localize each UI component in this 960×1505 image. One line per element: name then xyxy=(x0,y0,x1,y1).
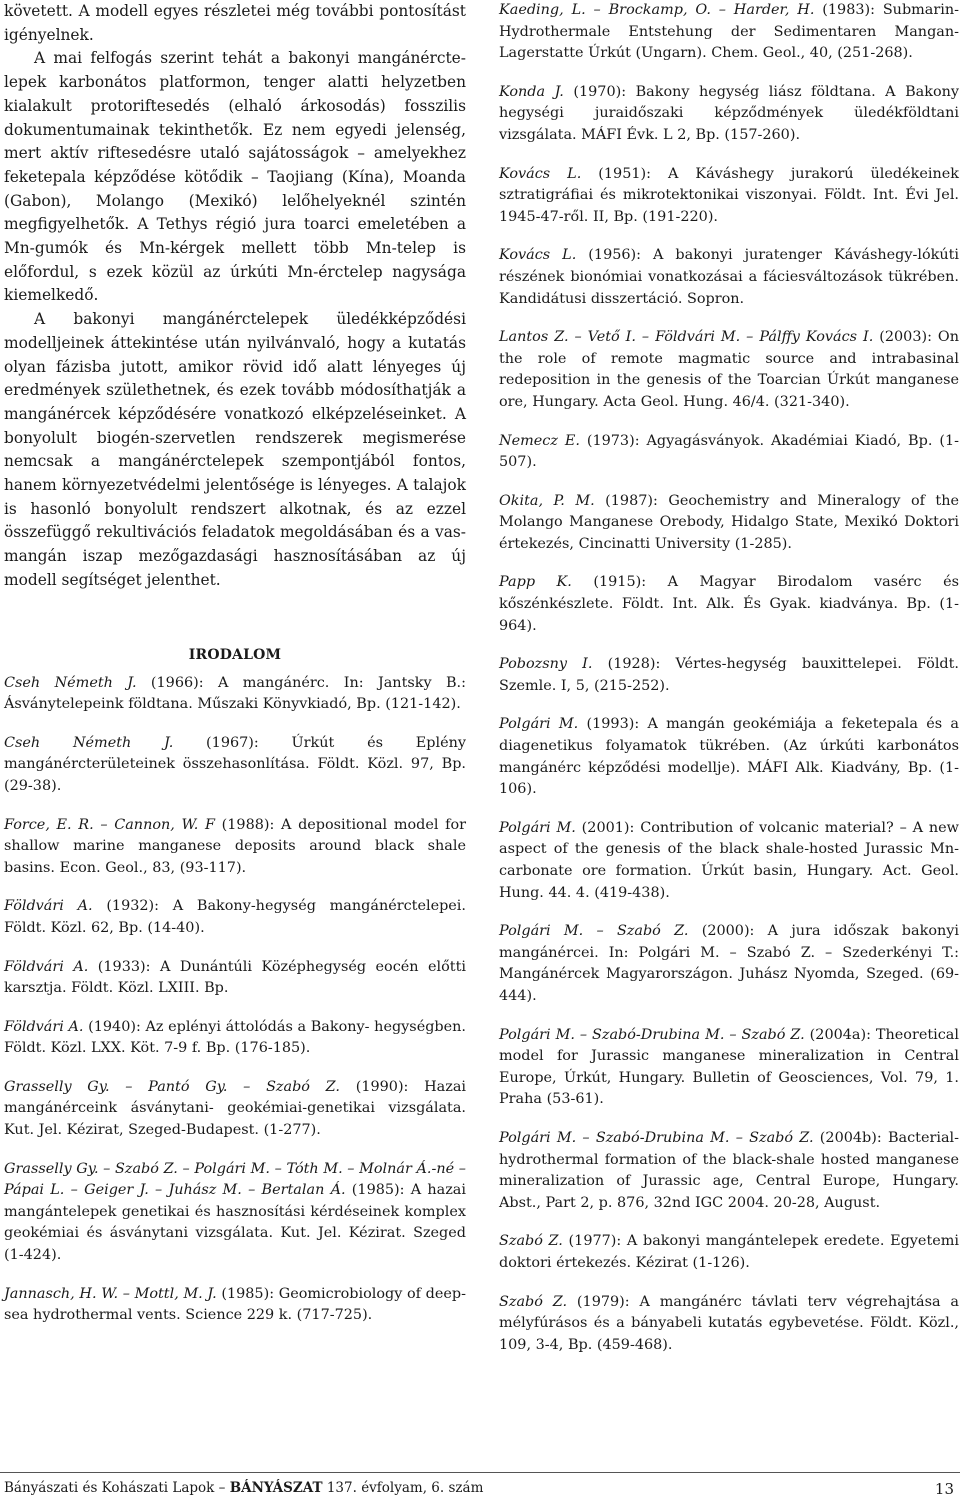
reference-text: (2003): On the role of remote magmatic source and intrabasinal redeposition in the genesis of the Toarcian Úrkút manganese ore, Hungary. Acta Geol. Hung. 46/4. (321-340). xyxy=(499,329,959,410)
reference-authors: Kovács L. xyxy=(499,165,582,182)
reference-item xyxy=(499,82,959,147)
reference-text: (1985): A hazai mangántelepek genetikai és hasznosítási kérdéseinek komplex geokémiai és ásványtani vizsgálata. Kut. Jel. Kézirat. Szeged (1-424). xyxy=(4,1182,466,1264)
reference-item xyxy=(499,431,959,474)
reference-item xyxy=(499,1025,959,1111)
reference-text: (2001): Contribution of volcanic material? – A new aspect of the genesis of the black shale-hosted Jurassic Mn-carbonate ore formation. Úrkút basin, Hungary. Act. Geol. Hung. 44. 4. (419-438). xyxy=(499,819,959,901)
reference-authors: Polgári M. – Szabó-Drubina M. – Szabó Z. xyxy=(499,1026,805,1043)
reference-text: (1915): A Magyar Birodalom vasérc és kőszénkészlete. Földt. Int. Alk. És Gyak. kiadványa. Bp. (1-964). xyxy=(499,574,959,634)
reference-authors: Konda J. xyxy=(499,83,564,100)
reference-authors: Okita, P. M. xyxy=(499,492,595,509)
reference-text: (1993): A mangán geokémiája a feketepala és a diagenetikus folyamatok tükrében. (Az úrkúti karbonátos mangánérc képződési modellje). MÁFI Alk. Kiadvány, Bp. (1-106). xyxy=(499,716,959,798)
reference-text: (1951): A Káváshegy jurakorú üledékeinek sztratigráfiai és mikrotektonikai viszonyai. Földt. Int. Évi Jel. 1945-47-ről. II, Bp. (191-220). xyxy=(499,165,959,225)
reference-authors: Force, E. R. – Cannon, W. F xyxy=(4,816,215,833)
reference-item xyxy=(499,327,959,413)
reference-item xyxy=(499,0,959,65)
reference-text: (1979): A mangánérc távlati terv végrehajtása a mélyfúrásos és a bányabeli kutatás egybevetése. Földt. Közl., 109, 3-4, Bp. (459-468). xyxy=(499,1293,959,1353)
reference-item xyxy=(4,733,466,798)
reference-text: (1988): A depositional model for shallow marine manganese deposits around black shale basins. Econ. Geol., 83, (93-117). xyxy=(4,816,466,876)
reference-authors: Cseh Németh J. xyxy=(4,734,174,751)
reference-item xyxy=(4,896,466,939)
reference-item xyxy=(499,572,959,637)
reference-text: (1990): Hazai mangánérceink ásványtani- geokémiai-genetikai vizsgálata. Kut. Jel. Kézirat, Szeged-Budapest. (1-277). xyxy=(4,1078,466,1139)
reference-item xyxy=(4,1159,466,1267)
reference-authors: Jannasch, H. W. – Mottl, M. J. xyxy=(4,1285,217,1302)
reference-item xyxy=(499,1292,959,1357)
reference-text: (1987): Geochemistry and Mineralogy of the Molango Manganese Orebody, Hidalgo State, Mexikó Doktori értekezés, Cincinatti University (1-285). xyxy=(499,492,959,552)
body-paragraph: A mai felfogás szerint tehát a bakonyi mangánérctelepek karbonátos platformon, tenger alatti helyzetben kialakult protoriftesedés (elhaló árkosodás) fosszilis dokumentumainak tekinthetők. Ez nem egyedi jelenség, mert aktív riftesedésre utaló sajátosságok – amelyekhez feketepala képződése kötődik – Taojiang (Kína), Moanda (Gabon), Molango (Mexikó) lelőhelyeknél szintén megfigyelhetők. A Tethys régió jura toarci emeletében a Mn-gumók és Mn-kérgek mellett több Mn-telep is előfordul, s ezek közül az úrkúti Mn-érctelep nagysága kiemelkedő. xyxy=(4,49,466,305)
reference-item xyxy=(499,245,959,310)
reference-text: (2000): A jura időszak bakonyi mangánércei. In: Polgári M. – Szabó Z. – Szederkényi T.: Mangánércek Magyarországon. Juhász Nyomda, Szeged. (69-444). xyxy=(499,923,959,1004)
body-paragraph: A bakonyi mangánérctelepek üledékképződési modelljeinek áttekintése után nyilvánvaló, hogy a kutatás olyan fázisba jutott, amikor rövid idő alatt lényeges új eredmények születhetnek, és ezek tovább módosíthatják a mangánércek képződésére vonatkozó elképzeléseinket. A bonyolult biogén-szervetlen rendszerek megismerése nemcsak a mangánérctelepek szempontjából fontos, hanem környezetvédelmi jelentősége is lényeges. A talajok is hasonló bonyolult rendszert alkotnak, és az ezzel összefüggő rekultivációs feladatok megoldásában és a vas-mangán iszap mezőgazdasági hasznosításában az új modell segítséget jelenthet. xyxy=(4,310,466,589)
reference-authors: Pobozsny I. xyxy=(499,656,593,673)
reference-text: (1933): A Dunántúli Középhegység eocén előtti karsztja. Földt. Közl. LXIII. Bp. xyxy=(4,958,466,997)
reference-text: (1966): A mangánérc. In: Jantsky B.: Ásványtelepeink földtana. Műszaki Könyvkiadó, Bp. (121-142). xyxy=(4,674,466,713)
reference-text: (2004a): Theoretical model for Jurassic manganese mineralization in Central Europe, Úrkút, Hungary. Bulletin of Geosciences, Vol. 79, 1. Praha (53-61). xyxy=(499,1026,959,1108)
reference-item xyxy=(4,673,466,716)
footer-journal-info xyxy=(4,1480,483,1496)
reference-text: (2004b): Bacterial-hydrothermal formation of the black-shale hosted manganese mineralization of Jurassic age, Central Europe, Hungary. Abst., Part 2, p. 876, 32nd IGC 2004. 20-28, August. xyxy=(499,1129,959,1211)
reference-authors: Nemecz E. xyxy=(499,432,580,449)
reference-authors: Polgári M. xyxy=(499,819,576,836)
reference-item xyxy=(499,714,959,800)
page-number: 13 xyxy=(934,1480,954,1498)
reference-text: (1973): Agyagásványok. Akadémiai Kiadó, Bp. (1-507). xyxy=(499,432,959,471)
reference-list-right xyxy=(499,0,959,1356)
footer-journal: Bányászati és Kohászati Lapok – xyxy=(4,1480,230,1496)
reference-text: (1967): Úrkút és Eplény mangánércterületeinek összehasonlítása. Földt. Közl. 97, Bp. (29-38). xyxy=(4,734,466,794)
reference-text: (1928): Vértes-hegység bauxittelepei. Földt. Szemle. I, 5, (215-252). xyxy=(499,656,959,694)
reference-item xyxy=(499,491,959,556)
reference-text: (1940): Az eplényi áttolódás a Bakony- hegységben. Földt. Közl. LXX. Köt. 7-9 f. Bp. (176-185). xyxy=(4,1018,466,1057)
reference-authors: Grasselly Gy. – Szabó Z. – Polgári M. – Tóth M. – Molnár Á.-né – Pápai L. – Geiger J. – Juhász M. – Bertalan Á. xyxy=(4,1160,466,1199)
reference-authors: Polgári M. xyxy=(499,716,579,733)
reference-item xyxy=(4,957,466,1000)
reference-authors: Kovács L. xyxy=(499,247,577,264)
reference-list-left xyxy=(4,673,466,1327)
references-heading: IRODALOM xyxy=(188,646,282,663)
reference-item xyxy=(499,818,959,904)
reference-item xyxy=(499,164,959,229)
reference-item xyxy=(499,1231,959,1274)
reference-text: (1932): A Bakony-hegység mangánérctelepei. Földt. Közl. 62, Bp. (14-40). xyxy=(4,898,466,936)
reference-authors: Polgári M. – Szabó-Drubina M. – Szabó Z. xyxy=(499,1129,814,1146)
reference-text: (1983): Submarin-Hydrothermale Entstehung der Sedimentaren Mangan-Lagerstatte Úrkút (Ungarn). Chem. Geol., 40, (251-268). xyxy=(499,2,959,62)
reference-item xyxy=(499,654,959,697)
reference-item xyxy=(499,921,959,1007)
reference-authors: Cseh Németh J. xyxy=(4,674,137,691)
reference-authors: Földvári A. xyxy=(4,1018,84,1035)
footer-divider xyxy=(0,1472,960,1473)
reference-item xyxy=(4,1017,466,1060)
reference-text: (1970): Bakony hegység liász földtana. A Bakony hegységi juraidőszaki képződmények üledékföldtani vizsgálata. MÁFI Évk. L 2, Bp. (157-260). xyxy=(499,83,960,143)
reference-item xyxy=(4,1077,466,1142)
reference-text: (1985): Geomicrobiology of deep-sea hydrothermal vents. Science 229 k. (717-725). xyxy=(4,1285,467,1324)
reference-authors: Szabó Z. xyxy=(499,1233,563,1250)
reference-item xyxy=(4,815,466,880)
footer-magazine: BÁNYÁSZAT xyxy=(229,1480,323,1496)
reference-authors: Földvári A. xyxy=(4,958,89,975)
reference-item xyxy=(499,1128,959,1214)
left-column xyxy=(4,0,466,1344)
right-column xyxy=(499,0,959,1373)
footer-issue: 137. évfolyam, 6. szám xyxy=(322,1480,484,1496)
reference-authors: Földvári A. xyxy=(4,898,93,915)
reference-item xyxy=(4,1284,466,1327)
reference-text: (1977): A bakonyi mangántelepek eredete. Egyetemi doktori értekezés. Kézirat (1-126). xyxy=(499,1233,959,1271)
reference-authors: Papp K. xyxy=(499,574,572,591)
reference-text: (1956): A bakonyi juratenger Káváshegy-lókúti részének bionómiai vonatkozásai a fáciesváltozások tükrében. Kandidátusi disszertáció. Sopron. xyxy=(499,247,959,307)
reference-authors: Szabó Z. xyxy=(499,1293,568,1310)
reference-authors: Grasselly Gy. – Pantó Gy. – Szabó Z. xyxy=(4,1078,340,1095)
reference-authors: Lantos Z. – Vető I. – Földvári M. – Pálffy Kovács I. xyxy=(499,329,874,346)
body-paragraph: követett. A modell egyes részletei még további pontosítást igényelnek. xyxy=(4,2,466,44)
reference-authors: Polgári M. – Szabó Z. xyxy=(499,923,689,940)
reference-authors: Kaeding, L. – Brockamp, O. – Harder, H. xyxy=(499,2,815,18)
